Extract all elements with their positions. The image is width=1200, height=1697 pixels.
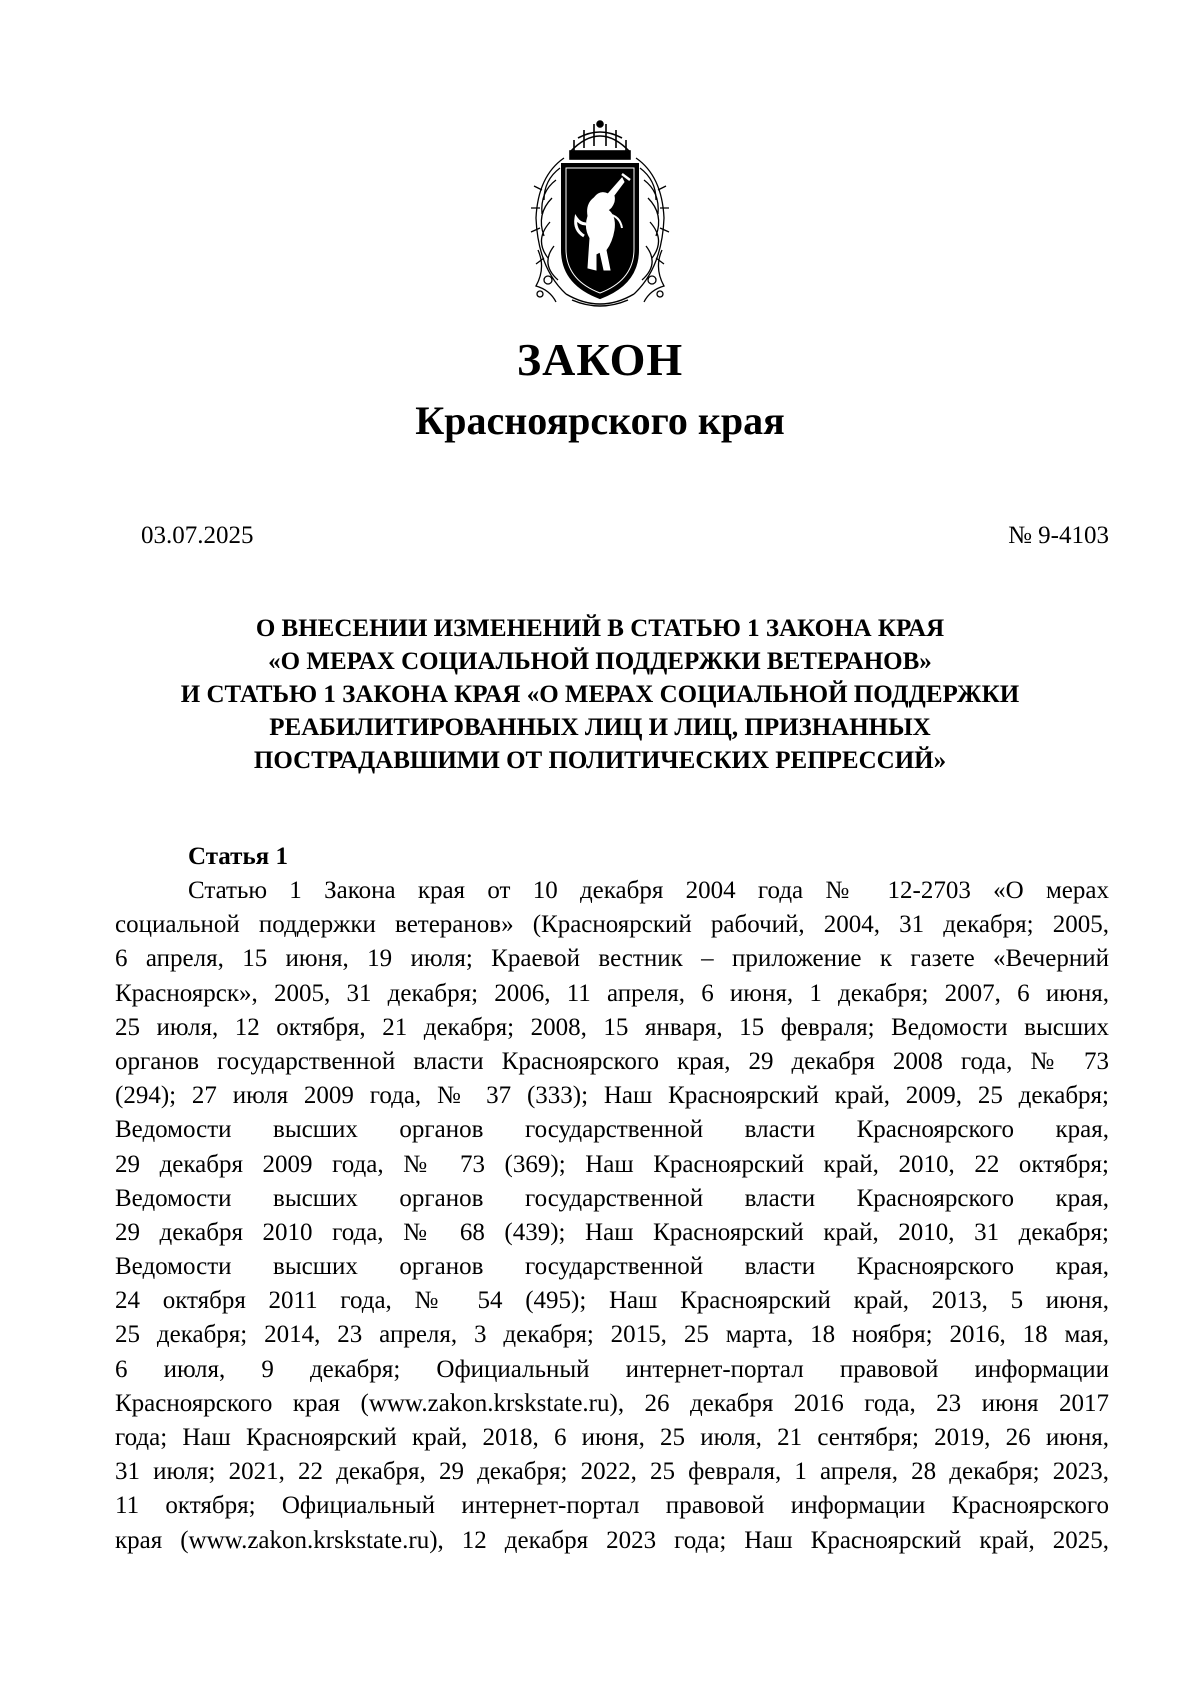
document-subtitle: Красноярского края xyxy=(415,398,785,443)
article-line: 31 июля; 2021, 22 декабря, 29 декабря; 2022, 25 февраля, 1 апреля, 28 декабря; 2023, xyxy=(115,1458,1109,1486)
article-line: Ведомости высших органов государственной власти Красноярского края, xyxy=(115,1116,1109,1144)
law-heading-line: О ВНЕСЕНИИ ИЗМЕНЕНИЙ В СТАТЬЮ 1 ЗАКОНА КРАЯ xyxy=(255,615,945,642)
article-line: края (www.zakon.krskstate.ru), 12 декабря 2023 года; Наш Красноярский край, 2025, xyxy=(115,1526,1109,1554)
document-title: ЗАКОН xyxy=(516,334,684,385)
article-line: Статью 1 Закона края от 10 декабря 2004 года № 12-2703 «О мерах xyxy=(188,877,1109,904)
article-line: 25 декабря; 2014, 23 апреля, 3 декабря; 2015, 25 марта, 18 ноября; 2016, 18 мая, xyxy=(115,1321,1109,1349)
law-heading-line: ПОСТРАДАВШИМИ ОТ ПОЛИТИЧЕСКИХ РЕПРЕССИЙ» xyxy=(253,747,947,774)
law-heading-line: РЕАБИЛИТИРОВАННЫХ ЛИЦ И ЛИЦ, ПРИЗНАННЫХ xyxy=(269,714,931,741)
article-line: 6 июля, 9 декабря; Официальный интернет-портал правовой информации xyxy=(115,1355,1109,1383)
article-line: Ведомости высших органов государственной власти Красноярского края, xyxy=(115,1184,1109,1212)
article-line: Красноярск», 2005, 31 декабря; 2006, 11 апреля, 6 июня, 1 декабря; 2007, 6 июня, xyxy=(115,979,1109,1007)
law-heading-line: И СТАТЬЮ 1 ЗАКОНА КРАЯ «О МЕРАХ СОЦИАЛЬНОЙ ПОДДЕРЖКИ xyxy=(180,681,1020,708)
article-line: 29 декабря 2010 года, № 68 (439); Наш Красноярский край, 2010, 31 декабря; xyxy=(115,1218,1109,1246)
article-line: 6 апреля, 15 июня, 19 июля; Краевой вестник – приложение к газете «Вечерний xyxy=(115,945,1109,973)
article-line: 24 октября 2011 года, № 54 (495); Наш Красноярский край, 2013, 5 июня, xyxy=(115,1287,1109,1315)
article-line: 29 декабря 2009 года, № 73 (369); Наш Красноярский край, 2010, 22 октября; xyxy=(115,1150,1109,1178)
law-heading-line: «О МЕРАХ СОЦИАЛЬНОЙ ПОДДЕРЖКИ ВЕТЕРАНОВ» xyxy=(268,648,932,675)
article-line: Красноярского края (www.zakon.krskstate.ru), 26 декабря 2016 года, 23 июня 2017 xyxy=(115,1389,1109,1417)
article-line: Ведомости высших органов государственной власти Красноярского края, xyxy=(115,1253,1109,1281)
law-heading xyxy=(100,612,1100,777)
article-line: 11 октября; Официальный интернет-портал правовой информации Красноярского xyxy=(115,1492,1109,1520)
document-date: 03.07.2025 xyxy=(141,522,254,549)
article-title: Статья 1 xyxy=(188,843,288,870)
article-line: социальной поддержки ветеранов» (Красноярский рабочий, 2004, 31 декабря; 2005, xyxy=(115,911,1109,939)
article-line: органов государственной власти Красноярского края, 29 декабря 2008 года, № 73 xyxy=(115,1047,1109,1075)
article-line: (294); 27 июля 2009 года, № 37 (333); Наш Красноярский край, 2009, 25 декабря; xyxy=(115,1082,1109,1110)
article-line: 25 июля, 12 октября, 21 декабря; 2008, 15 января, 15 февраля; Ведомости высших xyxy=(115,1013,1109,1041)
coat-of-arms-emblem xyxy=(526,118,674,314)
article-line: года; Наш Красноярский край, 2018, 6 июня, 25 июля, 21 сентября; 2019, 26 июня, xyxy=(115,1424,1109,1451)
article-body xyxy=(115,874,1109,1558)
document-number: № 9-4103 xyxy=(1008,522,1109,549)
